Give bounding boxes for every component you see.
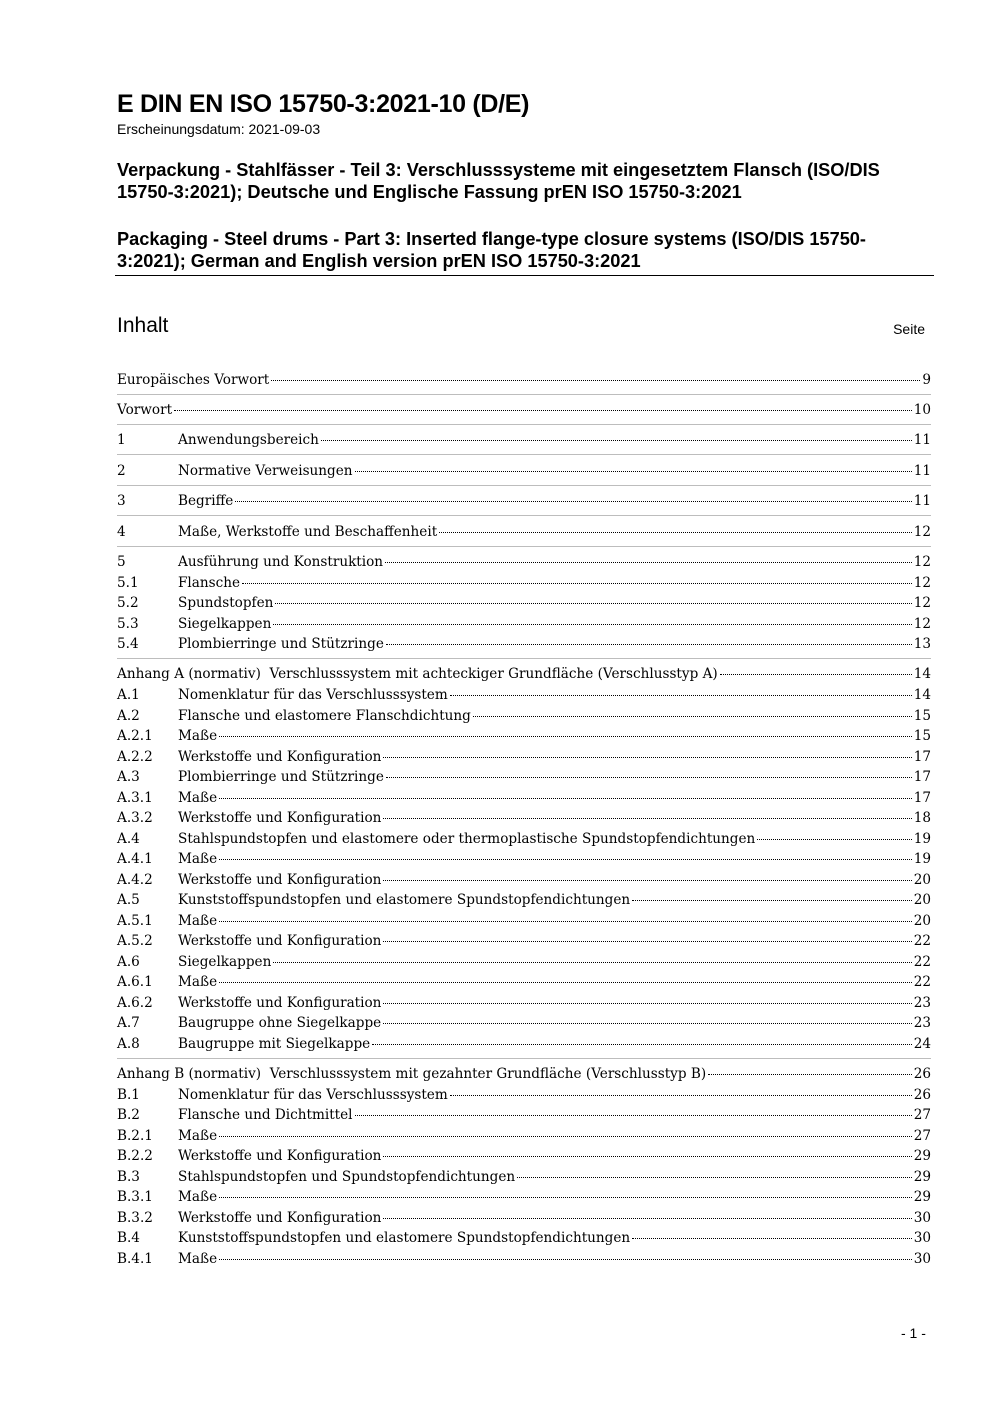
toc-entry-page: 23 <box>913 1015 931 1031</box>
toc-entry-number: B.4 <box>117 1230 140 1246</box>
toc-entry-title: Kunststoffspundstopfen und elastomere Spundstopfendichtungen <box>178 892 631 908</box>
toc-entry[interactable] <box>117 872 931 892</box>
toc-entry-page: 14 <box>913 666 931 682</box>
toc-entry-page: 17 <box>913 749 931 765</box>
toc-entry-title: Flansche und Dichtmittel <box>178 1107 353 1123</box>
header-divider <box>115 275 934 276</box>
toc-entry-title: Siegelkappen <box>178 616 272 632</box>
toc-entry-number: A.4.1 <box>117 851 153 867</box>
toc-entry-page: 22 <box>913 954 931 970</box>
toc-dot-leader <box>219 1259 912 1260</box>
toc-entry-page: 27 <box>913 1128 931 1144</box>
toc-dot-leader <box>273 962 911 963</box>
toc-dot-leader <box>383 1023 911 1024</box>
toc-dot-leader <box>235 501 911 502</box>
toc-heading: Inhalt <box>117 314 169 337</box>
toc-entry-number: B.3.2 <box>117 1210 153 1226</box>
toc-entry-number: 5 <box>117 554 126 570</box>
toc-entry-title: Maße <box>178 728 218 744</box>
toc-group-separator <box>117 546 931 547</box>
toc-entry-number: A.2.1 <box>117 728 153 744</box>
toc-dot-leader <box>242 583 912 584</box>
toc-entry-title: Werkstoffe und Konfiguration <box>178 810 382 826</box>
toc-entry-number: 5.2 <box>117 595 139 611</box>
toc-dot-leader <box>174 410 912 411</box>
toc-entry[interactable] <box>117 666 931 686</box>
toc-entry-title: Maße <box>178 1251 218 1267</box>
toc-entry-number: A.2 <box>117 708 140 724</box>
toc-entry-number: A.2.2 <box>117 749 153 765</box>
toc-entry-number: 5.1 <box>117 575 139 591</box>
toc-entry-page: 26 <box>913 1066 931 1082</box>
toc-entry-title: Maße <box>178 790 218 806</box>
toc-entry[interactable] <box>117 708 931 728</box>
toc-entry[interactable] <box>117 749 931 769</box>
toc-dot-leader <box>383 1003 911 1004</box>
title-german: Verpackung - Stahlfässer - Teil 3: Verschlusssysteme mit eingesetztem Flansch (ISO/DIS 15750-3:2021); Deutsche und Englische Fassung prEN ISO 15750-3:2021 <box>117 160 880 202</box>
toc-entry-page: 22 <box>913 974 931 990</box>
toc-dot-leader <box>383 757 911 758</box>
toc-entry-title: Plombierringe und Stützringe <box>178 636 384 652</box>
toc-dot-leader <box>720 674 912 675</box>
toc-dot-leader <box>708 1074 912 1075</box>
toc-entry-page: 15 <box>913 708 931 724</box>
toc-entry-title: Flansche und elastomere Flanschdichtung <box>178 708 471 724</box>
toc-entry-number: A.5 <box>117 892 140 908</box>
toc-dot-leader <box>219 798 912 799</box>
toc-entry[interactable] <box>117 995 931 1015</box>
toc-group-separator <box>117 454 931 455</box>
title-english: Packaging - Steel drums - Part 3: Inserted flange-type closure systems (ISO/DIS 15750-3:2021); German and English version prEN ISO 15750-3:2021 <box>117 229 866 271</box>
toc-entry-page: 12 <box>913 554 931 570</box>
toc-entry-page: 20 <box>913 913 931 929</box>
toc-entry-page: 14 <box>913 687 931 703</box>
toc-entry-number: 5.4 <box>117 636 139 652</box>
toc-entry-title: Werkstoffe und Konfiguration <box>178 995 382 1011</box>
toc-entry-title: Europäisches Vorwort <box>117 372 270 388</box>
toc-entry[interactable] <box>117 913 931 933</box>
publication-date: Erscheinungsdatum: 2021-09-03 <box>117 121 321 137</box>
toc-entry-title: Maße <box>178 1128 218 1144</box>
toc-entry-title: Plombierringe und Stützringe <box>178 769 384 785</box>
toc-entry-page: 12 <box>913 616 931 632</box>
toc-entry[interactable] <box>117 493 931 513</box>
toc-entry-title: Maße <box>178 913 218 929</box>
toc-page-column-label: Seite <box>893 321 925 337</box>
toc-entry[interactable] <box>117 687 931 707</box>
toc-entry[interactable] <box>117 616 931 636</box>
toc-group-separator <box>117 424 931 425</box>
toc-dot-leader <box>517 1177 912 1178</box>
toc-entry[interactable] <box>117 595 931 615</box>
toc-entry-number: A.8 <box>117 1036 140 1052</box>
toc-entry[interactable] <box>117 1128 931 1148</box>
toc-entry-page: 30 <box>913 1230 931 1246</box>
toc-dot-leader <box>632 1238 912 1239</box>
toc-entry-title: Nomenklatur für das Verschlusssystem <box>178 1087 448 1103</box>
toc-entry[interactable] <box>117 1087 931 1107</box>
toc-entry[interactable] <box>117 554 931 574</box>
toc-dot-leader <box>386 644 912 645</box>
toc-entry-number: A.5.1 <box>117 913 153 929</box>
toc-entry-number: B.3.1 <box>117 1189 153 1205</box>
toc-entry[interactable] <box>117 790 931 810</box>
toc-entry-number: 2 <box>117 463 126 479</box>
toc-dot-leader <box>383 1218 911 1219</box>
toc-entry-number: B.1 <box>117 1087 140 1103</box>
toc-entry-number: A.4.2 <box>117 872 153 888</box>
toc-entry-page: 19 <box>913 851 931 867</box>
toc-dot-leader <box>321 440 912 441</box>
toc-entry[interactable] <box>117 524 931 544</box>
toc-entry-title: Maße <box>178 851 218 867</box>
toc-entry-title: Vorwort <box>117 402 173 418</box>
toc-dot-leader <box>473 716 912 717</box>
toc-entry-number: A.7 <box>117 1015 140 1031</box>
toc-entry-number: B.2 <box>117 1107 140 1123</box>
toc-entry-page: 17 <box>913 769 931 785</box>
toc-dot-leader <box>219 736 912 737</box>
toc-entry-title: Anhang B (normativ) Verschlusssystem mit gezahnter Grundfläche (Verschlusstyp B) <box>117 1066 707 1082</box>
toc-entry-page: 12 <box>913 595 931 611</box>
toc-entry[interactable] <box>117 810 931 830</box>
toc-entry-number: A.6.1 <box>117 974 153 990</box>
toc-entry-page: 12 <box>913 575 931 591</box>
toc-entry-title: Maße <box>178 974 218 990</box>
toc-dot-leader <box>355 471 912 472</box>
toc-entry[interactable] <box>117 1107 931 1127</box>
toc-entry-title: Ausführung und Konstruktion <box>178 554 384 570</box>
toc-dot-leader <box>355 1115 912 1116</box>
toc-entry-page: 13 <box>913 636 931 652</box>
toc-entry-number: A.1 <box>117 687 140 703</box>
toc-entry[interactable] <box>117 1251 931 1271</box>
toc-entry-title: Werkstoffe und Konfiguration <box>178 1148 382 1164</box>
toc-entry-title: Siegelkappen <box>178 954 272 970</box>
toc-entry-page: 9 <box>922 372 931 388</box>
toc-entry-number: 1 <box>117 432 126 448</box>
toc-entry-page: 30 <box>913 1210 931 1226</box>
toc-entry-title: Werkstoffe und Konfiguration <box>178 872 382 888</box>
toc-group-separator <box>117 658 931 659</box>
toc-entry[interactable] <box>117 1066 931 1086</box>
toc-dot-leader <box>219 1197 912 1198</box>
toc-entry-page: 24 <box>913 1036 931 1052</box>
toc-entry-title: Baugruppe mit Siegelkappe <box>178 1036 371 1052</box>
toc-entry-number: A.6.2 <box>117 995 153 1011</box>
toc-entry[interactable] <box>117 575 931 595</box>
toc-entry-page: 12 <box>913 524 931 540</box>
toc-entry-title: Kunststoffspundstopfen und elastomere Spundstopfendichtungen <box>178 1230 631 1246</box>
toc-entry-page: 23 <box>913 995 931 1011</box>
toc-dot-leader <box>219 921 912 922</box>
toc-entry-number: B.4.1 <box>117 1251 153 1267</box>
toc-dot-leader <box>383 818 911 819</box>
toc-entry-number: B.2.2 <box>117 1148 153 1164</box>
toc-entry-number: A.3.1 <box>117 790 153 806</box>
toc-entry-page: 20 <box>913 892 931 908</box>
toc-entry-title: Baugruppe ohne Siegelkappe <box>178 1015 382 1031</box>
toc-entry-page: 29 <box>913 1189 931 1205</box>
toc-entry[interactable] <box>117 463 931 483</box>
toc-entry[interactable] <box>117 954 931 974</box>
toc-entry[interactable] <box>117 933 931 953</box>
toc-entry-number: 4 <box>117 524 126 540</box>
toc-entry[interactable] <box>117 1210 931 1230</box>
toc-entry-number: A.3 <box>117 769 140 785</box>
toc-entry[interactable] <box>117 1169 931 1189</box>
toc-dot-leader <box>275 603 911 604</box>
toc-dot-leader <box>386 777 912 778</box>
toc-entry-title: Nomenklatur für das Verschlusssystem <box>178 687 448 703</box>
toc-dot-leader <box>219 859 912 860</box>
toc-dot-leader <box>372 1044 912 1045</box>
toc-entry-title: Werkstoffe und Konfiguration <box>178 933 382 949</box>
toc-entry-number: 3 <box>117 493 126 509</box>
toc-entry-page: 29 <box>913 1148 931 1164</box>
toc-entry[interactable] <box>117 636 931 656</box>
toc-dot-leader <box>271 380 920 381</box>
toc-dot-leader <box>219 1136 912 1137</box>
toc-group-separator <box>117 394 931 395</box>
toc-entry-page: 22 <box>913 933 931 949</box>
toc-entry[interactable] <box>117 974 931 994</box>
toc-dot-leader <box>273 624 911 625</box>
toc-entry-number: B.2.1 <box>117 1128 153 1144</box>
toc-entry[interactable] <box>117 432 931 452</box>
toc-group-separator <box>117 485 931 486</box>
toc-entry[interactable] <box>117 769 931 789</box>
toc-entry[interactable] <box>117 728 931 748</box>
toc-entry-page: 15 <box>913 728 931 744</box>
toc-dot-leader <box>757 839 911 840</box>
toc-dot-leader <box>450 695 912 696</box>
toc-entry-page: 11 <box>913 432 931 448</box>
toc-entry[interactable] <box>117 1189 931 1209</box>
toc-entry-number: A.4 <box>117 831 140 847</box>
toc-entry-title: Maße <box>178 1189 218 1205</box>
toc-entry[interactable] <box>117 1015 931 1035</box>
toc-entry-number: B.3 <box>117 1169 140 1185</box>
toc-entry-title: Anwendungsbereich <box>178 432 319 448</box>
toc-entry-page: 17 <box>913 790 931 806</box>
toc-entry[interactable] <box>117 831 931 851</box>
toc-dot-leader <box>439 532 912 533</box>
toc-entry-number: A.6 <box>117 954 140 970</box>
toc-entry-title: Maße, Werkstoffe und Beschaffenheit <box>178 524 438 540</box>
toc-entry-page: 20 <box>913 872 931 888</box>
toc-entry-page: 11 <box>913 493 931 509</box>
toc-dot-leader <box>383 941 911 942</box>
toc-entry[interactable] <box>117 1148 931 1168</box>
toc-entry-title: Begriffe <box>178 493 234 509</box>
toc-entry-title: Stahlspundstopfen und elastomere oder thermoplastische Spundstopfendichtungen <box>178 831 756 847</box>
toc-entry-page: 18 <box>913 810 931 826</box>
toc-entry-page: 10 <box>913 402 931 418</box>
toc-entry[interactable] <box>117 892 931 912</box>
toc-dot-leader <box>383 1156 911 1157</box>
toc-dot-leader <box>450 1095 912 1096</box>
toc-entry-title: Spundstopfen <box>178 595 274 611</box>
toc-entry-title: Werkstoffe und Konfiguration <box>178 749 382 765</box>
toc-entry[interactable] <box>117 402 931 422</box>
toc-entry-title: Anhang A (normativ) Verschlusssystem mit achteckiger Grundfläche (Verschlusstyp A) <box>117 666 718 682</box>
toc-entry-number: A.3.2 <box>117 810 153 826</box>
document-id: E DIN EN ISO 15750-3:2021-10 (D/E) <box>117 90 530 118</box>
toc-entry-title: Normative Verweisungen <box>178 463 353 479</box>
toc-dot-leader <box>219 982 912 983</box>
toc-entry[interactable] <box>117 1036 931 1056</box>
toc-entry-page: 26 <box>913 1087 931 1103</box>
toc-entry-page: 11 <box>913 463 931 479</box>
toc-group-separator <box>117 515 931 516</box>
toc-entry-title: Stahlspundstopfen und Spundstopfendichtungen <box>178 1169 516 1185</box>
toc-entry-number: 5.3 <box>117 616 139 632</box>
toc-entry[interactable] <box>117 372 931 392</box>
toc-dot-leader <box>632 900 912 901</box>
toc-entry[interactable] <box>117 1230 931 1250</box>
page-number: - 1 - <box>901 1325 926 1341</box>
toc-entry-page: 27 <box>913 1107 931 1123</box>
toc-group-separator <box>117 1058 931 1059</box>
toc-dot-leader <box>385 562 912 563</box>
toc-dot-leader <box>383 880 911 881</box>
toc-entry-page: 30 <box>913 1251 931 1267</box>
toc-entry-page: 29 <box>913 1169 931 1185</box>
toc-entry[interactable] <box>117 851 931 871</box>
toc-entry-title: Werkstoffe und Konfiguration <box>178 1210 382 1226</box>
toc-entry-page: 19 <box>913 831 931 847</box>
toc-entry-number: A.5.2 <box>117 933 153 949</box>
toc-entry-title: Flansche <box>178 575 241 591</box>
